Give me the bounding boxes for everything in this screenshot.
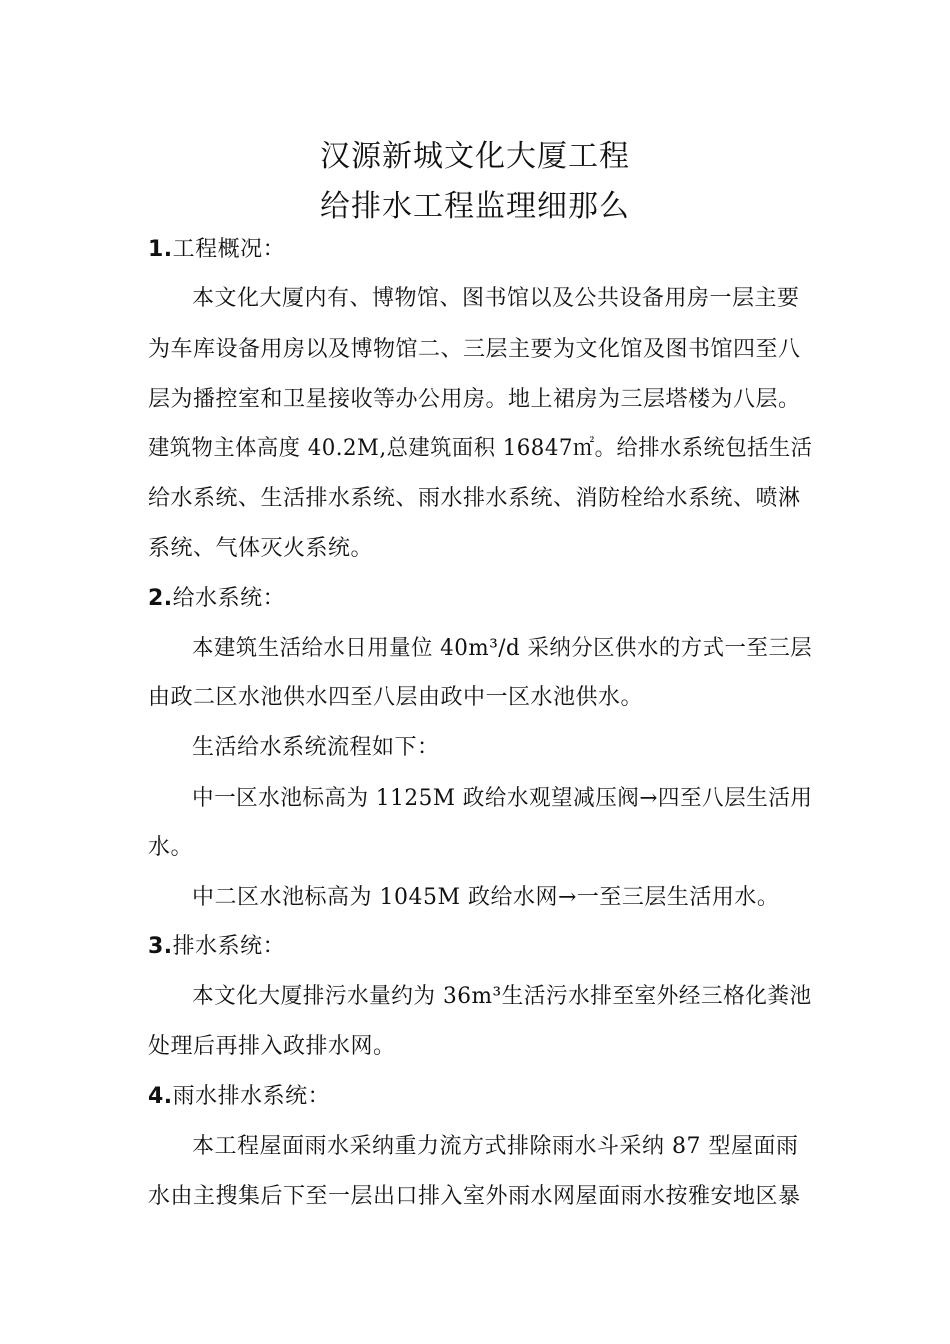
section-3-heading: [148, 932, 285, 962]
section-number: 2.: [148, 586, 173, 611]
section-2-heading: [148, 584, 285, 614]
paragraph-line: 由政二区水池供水四至八层由政中一区水池供水。: [148, 685, 644, 710]
paragraph-line: 中一区水池标高为 1125M 政给水观望减压阀→四至八层生活用: [192, 786, 813, 811]
section-heading-text: 排水系统：: [172, 934, 286, 959]
paragraph-line: 生活给水系统流程如下：: [192, 735, 440, 760]
paragraph-line: 中二区水池标高为 1045M 政给水网→一至三层生活用水。: [192, 885, 780, 910]
section-number: 4.: [148, 1084, 173, 1109]
section-4-heading: [148, 1082, 330, 1112]
document-title: 汉源新城文化大厦工程: [320, 139, 630, 174]
paragraph-line: 水由主搜集后下至一层出口排入室外雨水网屋面雨水按雅安地区暴: [148, 1184, 801, 1209]
paragraph-line: 系统、气体灭火系统。: [148, 536, 374, 561]
section-number: 1.: [148, 237, 173, 262]
document-subtitle: 给排水工程监理细那么: [320, 189, 630, 224]
section-heading-text: 工程概况：: [172, 237, 286, 262]
paragraph-line: 给水系统、生活排水系统、雨水排水系统、消防栓给水系统、喷淋: [148, 486, 801, 511]
paragraph-line: 本建筑生活给水日用量位 40m³/d 采纳分区供水的方式一至三层: [192, 636, 813, 661]
paragraph-line: 为车库设备用房以及博物馆二、三层主要为文化馆及图书馆四至八: [148, 337, 801, 362]
section-heading-text: 给水系统：: [172, 586, 286, 611]
section-heading-text: 雨水排水系统：: [172, 1084, 331, 1109]
paragraph-line: 建筑物主体高度 40.2M,总建筑面积 16847㎡。给排水系统包括生活: [148, 436, 813, 461]
paragraph-line: 层为播控室和卫星接收等办公用房。地上裙房为三层塔楼为八层。: [148, 387, 801, 412]
paragraph-line: 本工程屋面雨水采纳重力流方式排除雨水斗采纳 87 型屋面雨: [192, 1134, 799, 1159]
section-number: 3.: [148, 934, 173, 959]
paragraph-line: 本文化大厦内有、博物馆、图书馆以及公共设备用房一层主要: [192, 286, 800, 311]
paragraph-line: 处理后再排入政排水网。: [148, 1034, 396, 1059]
paragraph-line: 本文化大厦排污水量约为 36m³生活污水排至室外经三格化粪池: [192, 984, 812, 1009]
paragraph-line: 水。: [148, 835, 194, 860]
section-1-heading: [148, 235, 285, 265]
